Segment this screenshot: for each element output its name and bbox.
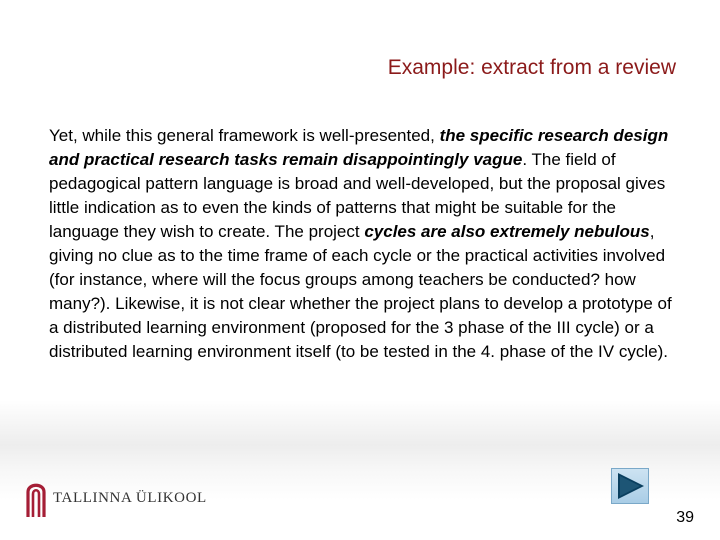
next-slide-button[interactable]	[611, 468, 649, 504]
university-logo	[26, 478, 207, 518]
emphasis-segment: cycles are also extremely nebulous	[364, 222, 650, 241]
page-number: 39	[676, 509, 694, 526]
emphasis-segment: the specific research design and practical research tasks remain disappointingly vague	[49, 126, 669, 169]
play-triangle-icon	[612, 469, 648, 503]
slide-title: Example: extract from a review	[387, 56, 676, 79]
text-segment: . The field of pedagogical pattern language is broad and well-developed, but the proposal gives little indication as to even the kinds of patterns that might be suitable for the language they wish to create. The project	[49, 150, 666, 241]
text-segment: , giving no clue as to the time frame of each cycle or the practical activities involved (for instance, where will the focus groups among teachers be conducted? how many?). Likewise, it is not clear whether the project plans to develop a prototype of a distributed learning environment (proposed for the 3 phase of the III cycle) or a distributed learning environment itself (to be tested in the 4. phase of the IV cycle).	[49, 222, 672, 361]
review-extract-text	[49, 124, 679, 364]
logo-text: TALLINNA ÜLIKOOL	[53, 489, 207, 506]
tallinn-university-emblem-icon	[26, 478, 46, 518]
text-segment: Yet, while this general framework is well-presented,	[49, 126, 440, 145]
